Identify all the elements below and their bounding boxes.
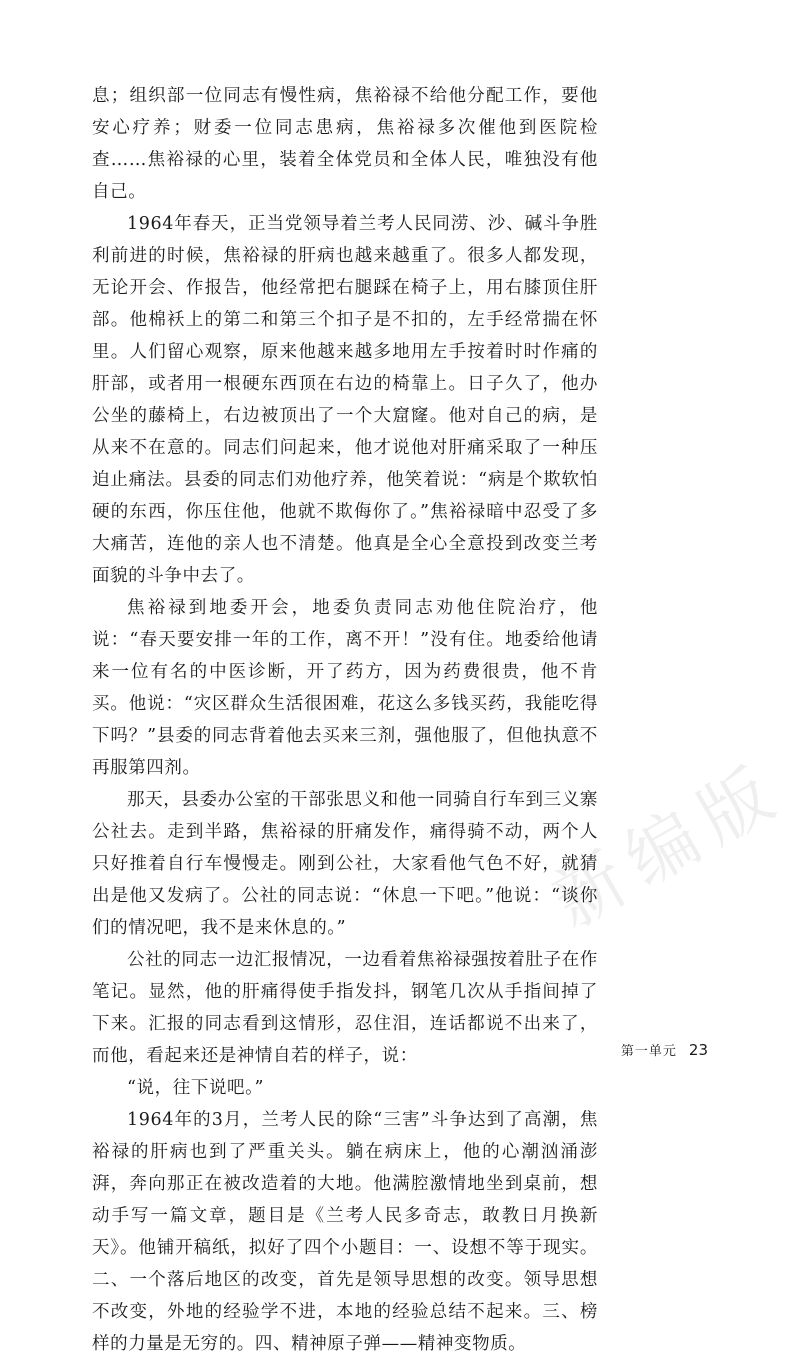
paragraph-6: “说，往下说吧。” (127, 1078, 265, 1098)
paragraph-2: 1964年春天，正当党领导着兰考人民同涝、沙、碱斗争胜利前进的时候，焦裕禄的肝病也越来越重了。很多人都发现，无论开会、作报告，他经常把右腿踩在椅子上，用右膝顶住肝部。他棉袄上的第二和第三个扣子是不扣的，左手经常揣在怀里。人们留心观察，原来他越来越多地用左手按着时时作痛的肝部，或者用一根硬东西顶在右边的椅靠上。日子久了，他办公坐的藤椅上，右边被顶出了一个大窟窿。他对自己的病，是从来不在意的。同志们问起来，他才说他对肝痛采取了一种压迫止痛法。县委的同志们劝他疗养，他笑着说：“病是个欺软怕硬的东西，你压住他，他就不欺侮你了。”焦裕禄暗中忍受了多大痛苦，连他的亲人也不清楚。他真是全心全意投到改变兰考面貌的斗争中去了。 (92, 214, 598, 586)
unit-label: 第一单元 (620, 1044, 677, 1059)
paragraph-5: 公社的同志一边汇报情况，一边看着焦裕禄强按着肚子在作笔记。显然，他的肝痛得使手指发抖，钢笔几次从手指间掉了下来。汇报的同志看到这情形，忍住泪，连话都说不出来了，而他，看起来还是神情自若的样子，说： (92, 950, 598, 1066)
page-number: 23 (688, 1041, 708, 1059)
paragraph-3: 焦裕禄到地委开会，地委负责同志劝他住院治疗，他说：“春天要安排一年的工作，离不开！”没有住。地委给他请来一位有名的中医诊断，开了药方，因为药费很贵，他不肯买。他说：“灾区群众生活很困难，花这么多钱买药，我能吃得下吗？”县委的同志背着他去买来三剂，强他服了，但他执意不再服第四剂。 (92, 598, 598, 778)
paragraph-7: 1964年的3月，兰考人民的除“三害”斗争达到了高潮，焦裕禄的肝病也到了严重关头。躺在病床上，他的心潮汹涌澎湃，奔向那正在被改造着的大地。他满腔激情地坐到桌前，想动手写一篇文章，题目是《兰考人民多奇志，敢教日月换新天》。他铺开稿纸，拟好了四个小题目：一、设想不等于现实。二、一个落后地区的改变，首先是领导思想的改变。领导思想不改变，外地的经验学不进，本地的经验总结不起来。三、榜样的力量是无穷的。四、精神原子弹——精神变物质。 (92, 1110, 598, 1354)
paragraph-1: 息；组织部一位同志有慢性病，焦裕禄不给他分配工作，要他安心疗养；财委一位同志患病，焦裕禄多次催他到医院检查……焦裕禄的心里，装着全体党员和全体人民，唯独没有他自己。 (92, 86, 598, 202)
watermark: 新编版 (539, 746, 799, 944)
page-body (92, 80, 598, 1360)
paragraph-4: 那天，县委办公室的干部张思义和他一同骑自行车到三义寨公社去。走到半路，焦裕禄的肝痛发作，痛得骑不动，两个人只好推着自行车慢慢走。刚到公社，大家看他气色不好，就猜出是他又发病了。公社的同志说：“休息一下吧。”他说：“谈你们的情况吧，我不是来休息的。” (92, 790, 598, 938)
page-footer (621, 1040, 708, 1059)
